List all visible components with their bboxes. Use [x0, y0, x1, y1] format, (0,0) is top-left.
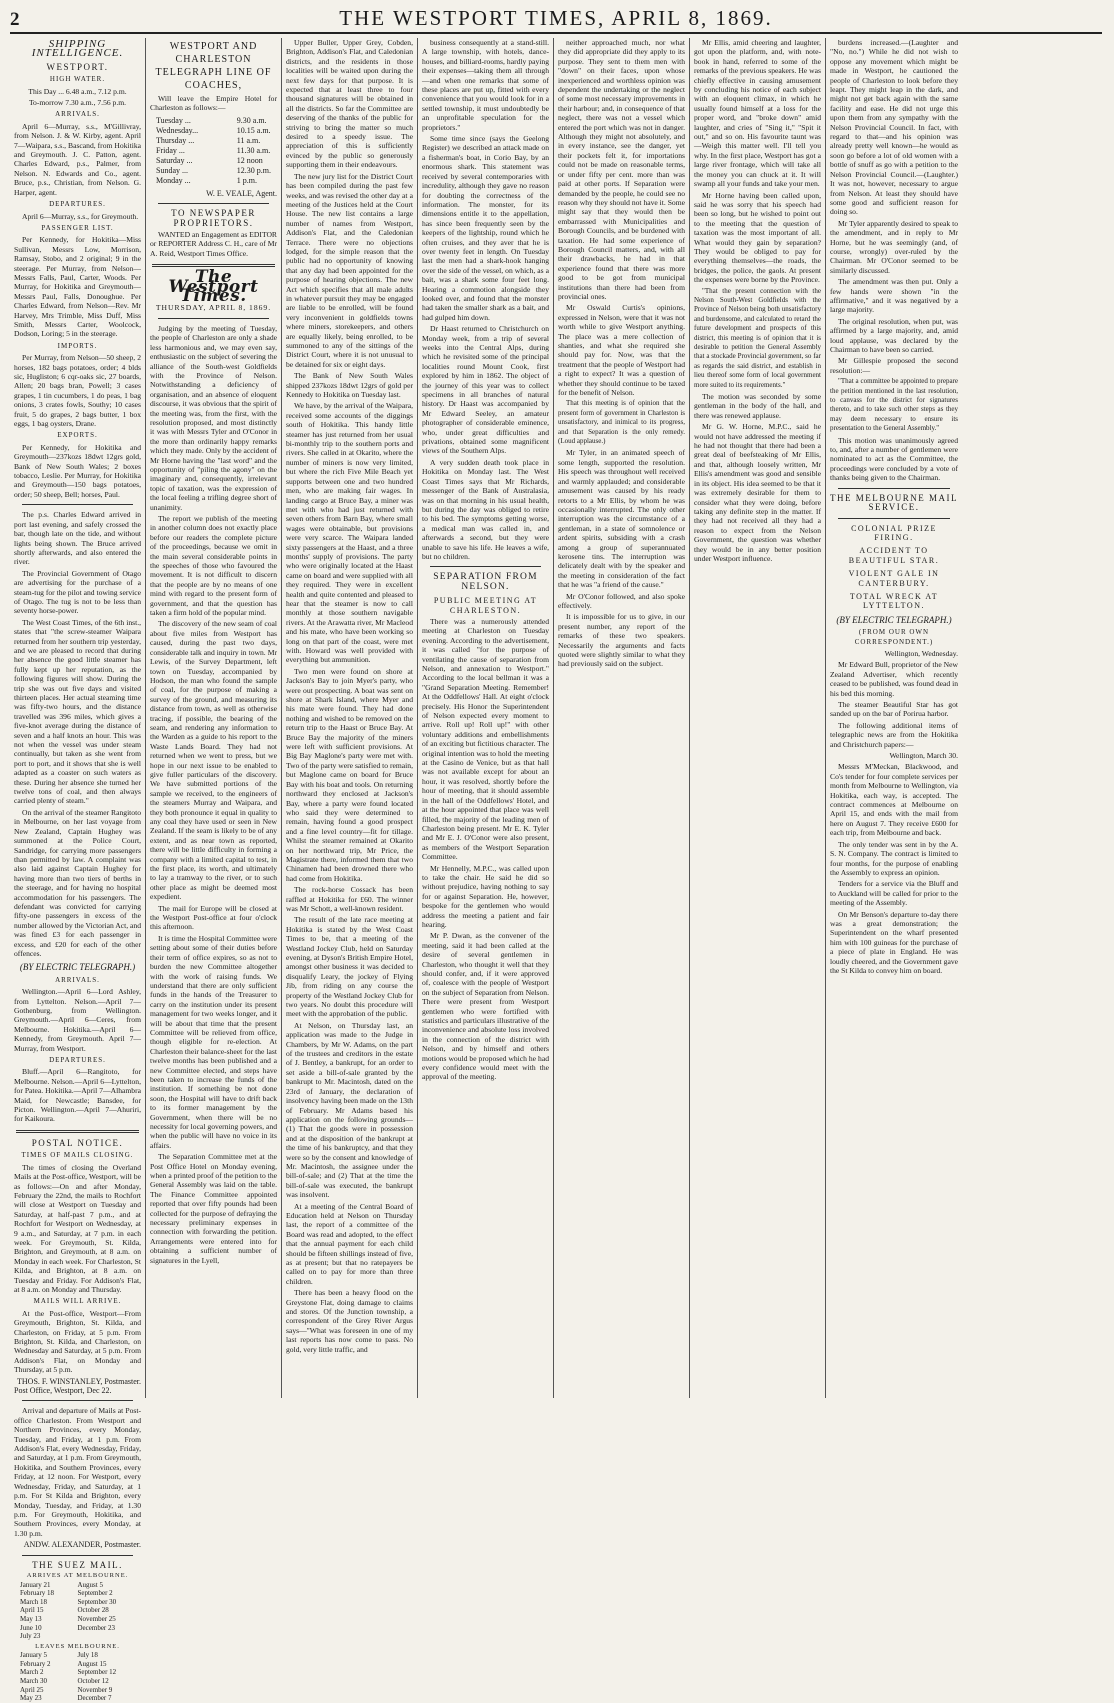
- table-cell: April 15: [20, 1606, 44, 1615]
- high-water-heading: HIGH WATER.: [49, 75, 106, 84]
- masthead: [10, 6, 1102, 34]
- coach-ad-intro: Will leave the Empire Hotel for Charleston as follows:—: [150, 94, 277, 113]
- dateline: THURSDAY, APRIL 8, 1869.: [155, 303, 272, 313]
- mail-text: Arrival and departure of Mails at Post-office Charleston. From Westport and Northern Provinces, every Monday, Tuesday, and Friday, at 1 p.m. From Addison's Flat, every Wednesday, Friday, and Saturday, at 1 p.m. From Greymouth, Hokitika, and Southern Provinces, every Friday, at 12 noon. For Westport, every Wednesday, Friday, and Saturday, at 1 p.m. For St Kilda and Brighton, every Monday, Tuesday, and Friday, at 1.30 p.m. For Greymouth, Hokitika, and Southern Provinces, every Monday, at 1.30 p.m.: [14, 1406, 141, 1538]
- port-heading: WESTPORT.: [46, 61, 109, 72]
- table-cell: January 21: [20, 1580, 51, 1589]
- report-paragraph: Mr Horne having been called upon, said he was sorry that his speech had been so long, but he wished to point out to the meeting that the question of taxation was the most important of all. What would they gain by separation? They would be obliged to pay for everything themselves—the roads, the bridges, the police, the gaols. At present the expenses were borne by the Province.: [694, 190, 821, 285]
- divider: [22, 504, 133, 505]
- high-water-line: To-morrow 7.30 a.m., 7.56 p.m.: [28, 98, 127, 108]
- newspaper-ad-text: WANTED an Engagement as EDITOR or REPORTER Address C. H., care of Mr A. Reid, Westport Times Office.: [150, 230, 277, 258]
- column-2: [146, 38, 282, 1398]
- schedule-time: 9.30 a.m.: [236, 115, 267, 125]
- accident-heading: ACCIDENT TO BEAUTIFUL STAR.: [848, 546, 940, 565]
- table-cell: September 30: [77, 1597, 117, 1606]
- news-paragraph: At a meeting of the Central Board of Education held at Nelson on Thursday last, the report of a committee of the Board was read and adopted, to the effect that the annual payment for each child should be fifteen shillings instead of five, as at present; but that no ratepayers be called on to pay for more than three children.: [286, 1201, 413, 1286]
- masthead-title: THE WESTPORT TIMES, APRIL 8, 1869.: [339, 6, 773, 30]
- telegraph-dateline: Wellington, March 30.: [889, 751, 958, 761]
- postal-heading: POSTAL NOTICE.: [31, 1137, 124, 1148]
- report-paragraph: Mr G. W. Horne, M.P.C., said he would not have addressed the meeting if he had not thought that there had been a great deal of beefsteaking of Mr Ellis, and that, although loosely written, Mr Ellis's amendment was good and sensible in its object. His idea seemed to be that it was extremely desirable for them to consider what they were doing, before taking any definite step in the matter. If they had not received all they had a reason to expect from the Nelson Government, the question was whether they would be in any better position under Westport influence.: [694, 422, 821, 563]
- resolution-text: "That a committee be appointed to prepare the petition mentioned in the last resolution, to canvass for the district for signatures thereto, and to take such other steps as they may deem necessary to ensure its presentation to the General Assembly.": [830, 377, 958, 433]
- exports-text: Per Kennedy, for Hokitika and Greymouth—237kozs 18dwt 12grs gold, Bank of New South Wales; 2 boxes tobacco, Leslie. Per Murray, for Hokitika and Greymouth—150 bags potatoes, order; 50 sheep, Bell; horses, Paul.: [14, 442, 141, 499]
- editorial-paragraph: It is time the Hospital Committee were setting about some of their duties before their term of office expires, so as not to burden the new Committee altogether with the work of raising funds. We understand that there are only sufficient funds in the hands of the Treasurer to carry on the institution under its present management for two weeks longer, and it will be about that time that the present Committee will be relieved from office, though eligible for re-election. At Charleston their balance-sheet for the last twelve months has been published and a new Committee elected, and steps have been taken to increase the funds of the institution. If something be not done soon, the Hospital will have to drift back to its former management by the Government, when there will be no necessity for local governing powers, and when the public will have no voice in its affairs.: [150, 933, 277, 1150]
- table-cell: September 12: [77, 1668, 117, 1677]
- column-6: [690, 38, 826, 1398]
- shipping-heading: SHIPPING INTELLIGENCE.: [31, 38, 124, 60]
- report-paragraph: Mr Ellis, amid cheering and laughter, got upon the platform, and, with note-book in hand, referred to some of the remarks of the previous speakers. He was chiefly effective in causing amusement by concluding his notice of each subject with an eloquent climax, in which he usually found himself at a loss for the proper word, and "broke down" amid laughter, and cries of "Sing it," "Spit it out," and so on. His favourite taunt was—Weigh this matter well. I'll tell you why. In the first place, Westport has got a large river frontage, which will take all the money you can chuck at it. It will swamp all your funds and take your men.: [694, 38, 821, 189]
- news-paragraph: The West Coast Times, of the 6th inst., states that "the screw-steamer Waipara returned from her southern trip yesterday, and we are pleased to record that during her absence the good little steamer has fully kept up her reputation, as the following figures will show. During the trip she was out five days and visited thirteen places. Her actual steaming time was fifty-two hours, and the distance travelled was 396 miles, which gives a five-knot average during the distance of seven and a half knots an hour. This was not when the vessel was under steam continually, but taken as she went from port to port, and it shows that she is well adapted as a coaster on such waters as these. During her absence she turned her twelve tons of coal, and then always carried plenty of steam.": [14, 617, 141, 806]
- t-departures-heading: DEPARTURES.: [49, 1056, 106, 1065]
- gale-heading: VIOLENT GALE IN CANTERBURY.: [848, 569, 940, 588]
- schedule-time: 10.15 a.m.: [236, 125, 271, 135]
- schedule-time: 1 p.m.: [236, 175, 257, 185]
- schedule-day: Friday ...: [156, 145, 185, 155]
- prize-firing-heading: COLONIAL PRIZE FIRING.: [851, 523, 937, 542]
- column-3: [282, 38, 418, 1398]
- suez-arrivals-table: [20, 1572, 135, 1641]
- table-cell: October 28: [77, 1606, 109, 1615]
- report-paragraph: Mr O'Conor followed, and also spoke effectively.: [558, 591, 685, 610]
- suez-departures-table: [20, 1643, 135, 1703]
- suez-departures-heading: LEAVES MELBOURNE.: [35, 1642, 120, 1650]
- report-paragraph: Mr Hennelly, M.P.C., was called upon to take the chair. He said he did so without prejudice, having nothing to say for or against Separation. He, however, bespoke for the gentlemen who would address the meeting a patient and fair hearing.: [422, 863, 549, 929]
- postal-signature: THOS. F. WINSTANLEY, Postmaster.: [17, 1376, 141, 1386]
- suez-heading: THE SUEZ MAIL.: [32, 1559, 123, 1570]
- report-paragraph: The original resolution, when put, was affirmed by a large majority, and, amid loud applause, was declared by the Chairman to have been so carried.: [830, 316, 958, 354]
- report-paragraph: burdens increased.—(Laughter and "No, no.") While he did not wish to oppose any movement which might be made in Westport, he cautioned the people of Charleston to look before they leapt. They might leap in the dark, and might not get back again with the same facility and ease. He did not urge this upon them from any sympathy with the Nelson Provincial Council. In fact, with regard to that—and his opinion was already pretty well known—he would as soon go before a lot of old women with a bottle of snuff as go with a petition to the Nelson Provincial Council.—(Laughter.) It was not, however, necessary to argue from Nelson. At least they should have some good and sufficient reason for doing so.: [830, 38, 958, 217]
- news-paragraph: Upper Buller, Upper Grey, Cobden, Brighton, Addison's Flat, and Caledonian districts, and the residents in those localities will be waited upon during the next few days for that purpose. It is expected that at least three to four thousand signatures will be obtained in all the districts. So far the Committee are deserving of the thanks of the public for striving to bring the matter so much desired to a speedy issue. The appreciation of this is sufficiently evinced by the public so generously supporting them in their endeavours.: [286, 38, 413, 170]
- table-cell: March 18: [20, 1597, 48, 1606]
- report-paragraph: neither approached much, nor what they did appropriate did they apply to its purpose. They sent to them men with "down" on their faces, upon whose inexperienced and worthless opinion was dependent the undertaking or the neglect of some most necessary improvements in their harbour; and, in consequence of that neglect, there was not a vessel which entered the port which was not in danger. Although they might not absolutely, and in every instance, see the danger, yet their pockets felt it, for importations could not be made on reasonable terms, or under fifty per cent. more than was paid at other ports. If Separation were demanded by the people, he could see no reason why they should not have it. Some might say that they would then be embarrassed with Municipalities and Borough Councils, and be burdened with taxation. He had some experience of Borough Council matters, and, with all their drawbacks, he had in that experience found that there was more good to be got from municipal institutions than there had been from provincial ones.: [558, 38, 685, 301]
- imports-heading: IMPORTS.: [57, 341, 98, 350]
- columns: [10, 38, 1102, 1703]
- telegraph-paragraph: The only tender was sent in by the A. S. N. Company. The contract is limited to four months, for the purpose of enabling the Assembly to express an opinion.: [830, 839, 958, 877]
- coach-schedule: [156, 116, 271, 186]
- report-paragraph: The amendment was then put. Only a few hands were shown "in the affirmative," and it was negatived by a large majority.: [830, 277, 958, 315]
- postal-signature-date: Post Office, Westport, Dec 22.: [14, 1386, 112, 1396]
- coach-ad-signature: W. E. VEALE, Agent.: [206, 188, 277, 198]
- table-cell: January 5: [20, 1651, 48, 1660]
- schedule-time: 12.30 p.m.: [236, 165, 271, 175]
- table-cell: July 18: [77, 1651, 98, 1660]
- schedule-day: Wednesday...: [156, 125, 199, 135]
- exports-heading: EXPORTS.: [57, 431, 98, 440]
- newspaper-ad-title: TO NEWSPAPER PROPRIETORS.: [171, 208, 256, 228]
- postal-arrive-text: At the Post-office, Westport—From Greymouth, Brighton, St. Kilda, and Charleston, on Friday, at 5 p.m. From Brighton, St. Kilda, and Charleston, on Wednesday and Saturday, at 5 p.m. From Addison's Flat, on Monday and Thursday, at 5 p.m.: [14, 1308, 141, 1375]
- telegraph-paragraph: The following additional items of telegraphic news are from the Hokitika and Christchurch papers:—: [830, 720, 958, 749]
- telegraph-dateline: Wellington, Wednesday.: [884, 648, 958, 658]
- passenger-text: Per Kennedy, for Hokitika—Miss Sullivan, Messrs Low, Morrison, Ramsay, Stobo, and 2 original; 9 in the steerage. Per Murray, from Nelson—Messrs Falls, Paul, Carter, Woods. Per Murray, for Hokitika and Greymouth—Messrs Paul, Falls, Donoughue. Per Charles Edward, from Nelson—Rev. Mr Harvey, Mrs Trimble, Miss Duff, Miss Smith, Messrs Carter, Woolcock, Dodson, Loring; 5 in the steerage.: [14, 235, 141, 339]
- table-cell: March 2: [20, 1668, 44, 1677]
- divider: [838, 488, 950, 489]
- table-cell: July 23: [20, 1632, 41, 1641]
- table-cell: February 18: [20, 1589, 55, 1598]
- mail-signature: ANDW. ALEXANDER, Postmaster.: [23, 1540, 141, 1550]
- wreck-heading: TOTAL WRECK AT LYTTELTON.: [849, 591, 939, 611]
- table-cell: May 13: [20, 1614, 42, 1623]
- resolution-text: That this meeting is of opinion that the present form of government in Charleston is unsatisfactory, and inimical to its progress, and that Separation is the only remedy. (Loud applause.): [558, 399, 685, 446]
- news-paragraph: On the arrival of the steamer Rangitoto in Melbourne, on her last voyage from New Zealand, Captain Hughey was summoned at the Police Court, Sandridge, for carrying more passengers than permitted by law. A complaint was also laid against Captain Hughey for having more than two tiers of berths in the steerage, and for having no hospital accommodation for his passengers. The defendant was convicted for carrying fifty-one passengers in excess of the number allowed by the Victorian Act, and was fined £3 for each passenger in excess, and £20 for each of the other offences.: [14, 807, 141, 958]
- news-paragraph: A very sudden death took place in Hokitika on Monday last. The West Coast Times says that Mr Richards, messenger of the Bank of Australasia, was on that morning in his usual health, but during the day was obliged to retire to his bed. The symptoms getting worse, a medical man was called in, and afterwards a second, but they were unable to save his life. He leaves a wife, but no children.: [422, 457, 549, 561]
- table-cell: March 30: [20, 1677, 48, 1686]
- melbourne-mail-heading: THE MELBOURNE MAIL SERVICE.: [830, 492, 958, 513]
- telegraph-paragraph: Tenders for a service via the Bluff and to Auckland will be called for prior to the meeting of the Assembly.: [830, 879, 958, 908]
- table-cell: August 5: [77, 1580, 103, 1589]
- report-paragraph: Mr Gillespie proposed the second resolution:—: [830, 356, 958, 375]
- divider: [838, 518, 950, 519]
- resolution-text: "That the present connection with the Nelson South-West Goldfields with the Province of Nelson being both unsatisfactory and burdensome, and calculated to retard the future development and prospects of this district, this meeting is of opinion that it is desirable to petition the General Assembly that a stockade Provincial government, so far as regards the said district, and establish in lieu thereof some form of local government more suited to its requirements.": [694, 286, 821, 389]
- departures-text: April 6—Murray, s.s., for Greymouth.: [22, 211, 139, 221]
- telegraph-paragraph: Mr Edward Bull, proprietor of the New Zealand Advertiser, which recently ceased to be published, was found dead in his bed this morning.: [830, 660, 958, 698]
- editorial-paragraph: The Separation Committee met at the Post Office Hotel on Monday evening, when a printed proof of the petition to the General Assembly was laid on the table. The Finance Committee appointed reported that over fifty pounds had been collected for the purpose of defraying the necessary preliminary expenses in connection with forwarding the petition. Arrangements were entered into for obtaining a sufficient number of signatures in the Lyell,: [150, 1152, 277, 1265]
- schedule-day: Tuesday ...: [156, 115, 191, 125]
- schedule-day: Thursday ...: [156, 135, 195, 145]
- table-cell: December 23: [77, 1623, 116, 1632]
- schedule-time: 11.30 a.m.: [236, 145, 271, 155]
- telegraph-paragraph: The steamer Beautiful Star has got sanded up on the bar of Porirua harbor.: [830, 700, 958, 719]
- report-paragraph: Mr P. Dwan, as the convener of the meeting, said it had been called at the desire of several gentlemen in Charleston, who thought it well that they should confer, and, if it were approved of, coalesce with the people of Westport on the subject of Separation from Nelson. There were present from Westport gentlemen who were fortified with statistics and particulars illustrative of the inconvenience and absolute loss involved in the connection of the district with Nelson, and by himself and others motions would be proposed which he had every confidence would meet with the approval of the meeting.: [422, 931, 549, 1082]
- telegraph-heading: (BY ELECTRIC TELEGRAPH.): [19, 962, 136, 973]
- telegraph-paragraph: Messrs M'Meckan, Blackwood, and Co's tender for four complete services per month from Melbourne to Wellington, via Hokitika, each way, is accepted. The contract commences at Melbourne on April 15, and ends with the mail from here on August 7. They receive £600 for each trip, from Melbourne and back.: [830, 762, 958, 838]
- divider: [22, 1400, 133, 1401]
- postal-arrive-heading: MAILS WILL ARRIVE.: [33, 1297, 122, 1306]
- table-cell: May 23: [20, 1694, 42, 1703]
- table-cell: October 12: [77, 1677, 109, 1686]
- t-departures-text: Bluff.—April 6—Rangitoto, for Melbourne. Nelson.—April 6—Lyttelton, for Patea. Hokitika.—April 7—Alhambra Maid, for Newcastle; Bansdee, for Picton. Wellington.—April 7—Ahuriri, for Kaikoura.: [14, 1067, 141, 1124]
- editorial-paragraph: Judging by the meeting of Tuesday, the people of Charleston are only a shade less harmonious and, we may even say, enthusiastic on the subject of severing the alliance of the South-west Goldfields with the Province of Nelson. Notwithstanding a deficiency of organisation, and an absence of eloquent discourse, it was obvious that the spirit of the meeting was, from the first, with the resolution proposed, and most distinctly it was with Messrs Tyler and O'Conor in the more than ordinarily happy remarks which they made. Only by the accident of Mr Horne having the "last word" and the opportunity of "piling the agony" on the imaginary and, consequently, irrelevant topic of taxation, was the expression of the local feeling a trifling degree short of unanimity.: [150, 323, 277, 512]
- departures-heading: DEPARTURES.: [49, 200, 106, 209]
- news-paragraph: Two men were found on shore at Jackson's Bay to join Myer's party, who were out prospecting. A boat was sent on shore at Shark Island, where Myer and his mate were found. They had done nothing and wished to be removed on the return trip to the Haast or Bruce Bay. At Bruce Bay the majority of the miners were left with sufficient provisions. At Big Bay Maglone's party were met with. Two of the party were satisfied to remain, but Maglone came on board for Bruce Bay with his boat and tools. On returning northward they enclosed at Jackson's Bay, where a party were found located who said they were determined to remain, having found a good prospect and a fine level country—fit for tillage. Whilst the steamer remained at Okarito on her northward trip, Mr Price, the Magistrate there, informed them that two Chinamen had been drowned there who had come from Hokitika.: [286, 666, 413, 883]
- arrivals-heading: ARRIVALS.: [55, 110, 100, 119]
- postal-subheading: TIMES OF MAILS CLOSING.: [21, 1151, 134, 1160]
- report-paragraph: Mr Oswald Curtis's opinions, expressed in Nelson, were that it was not worth while to give Westport anything. The place was a mere collection of shanties, and what she required she should pay for. Now, was that the treatment that the people of Westport had a right to expect? It was a question of whether they should continue to be taxed for the benefit of Nelson.: [558, 303, 685, 398]
- report-paragraph: Mr Tyler apparently desired to speak to the amendment, and in reply to Mr Horne, but he was seemingly (and, of course, wrongly) over-ruled by the Chairman. Mr O'Conor seemed to be similarly discussed.: [830, 218, 958, 275]
- telegraph-heading: (BY ELECTRIC TELEGRAPH.): [836, 614, 952, 625]
- news-paragraph: Dr Haast returned to Christchurch on Monday week, from a trip of several weeks into the Central Alps, during which he revisited some of the principal localities round Mount Cook, first explored by him in 1862. The object of the journey of this year was to collect specimens in all branches of natural history. Dr Haast was accompanied by Mr Edward Seeley, an amateur photographer of considerable eminence, who, under great difficulties and privations, obtained some magnificent views of the Southern Alps.: [422, 324, 549, 456]
- table-cell: December 7: [77, 1694, 112, 1703]
- high-water-line: This Day ... 6.48 a.m., 7.12 p.m.: [28, 86, 127, 96]
- column-4: [418, 38, 554, 1398]
- schedule-day: Monday ...: [156, 175, 191, 185]
- schedule-time: 11 a.m.: [236, 135, 261, 145]
- editorial-paragraph: The mail for Europe will be closed at the Westport Post-office at four o'clock this afternoon.: [150, 903, 277, 932]
- t-arrivals-heading: ARRIVALS.: [55, 975, 100, 984]
- column-7: [826, 38, 962, 1398]
- report-paragraph: There was a numerously attended meeting at Charleston on Tuesday evening. According to the advertisement, it was called "for the purpose of ventilating the cause of separation from Nelson, and annexation to Westport." According to the local bellman it was a "Grand Separation Meeting. Remember! At the Oddfellows' Hall. At eight o'clock precisely. His Honor the Superintendent of Nelson expected every moment to arrive. Roll up! Roll up!" with other voluntary additions and embellishments of an exciting but fictitious character. The original intention was to hold the meeting at the Casino de Venice, but as that hall was not available except for about an hour, it was resolved, shortly before the hour of meeting, that it should assemble in the hall of the Oddfellows' Hotel, and at the hour appointed that place was well filled, the majority of the leading men of Charleston being present. Mr E. K. Tyler and Mr E. J. O'Conor were also present, as members of the Westport Separation Committee.: [422, 616, 550, 862]
- table-cell: August 15: [77, 1659, 107, 1668]
- divider: [22, 1555, 133, 1556]
- imports-text: Per Murray, from Nelson—50 sheep, 2 horses, 182 bags potatoes, order; 4 blds sic, Hugliston; 6 cqr-oaks sic, 27 boards, Allen; 20 bags bran, Powell; 3 cases grapes, 1 tin cucumbers, 1 do peas, 1 bag onions, 3 crates fowls, Southy; 10 cases fruit, 5 do grapes, 2 bags butter, 1 box eggs, 1 bag oysters, Drane.: [14, 353, 141, 429]
- schedule-time: 12 noon: [236, 155, 263, 165]
- coach-ad-title: WESTPORT AND CHARLESTON TELEGRAPH LINE OF COACHES,: [155, 41, 272, 91]
- report-paragraph: The motion was seconded by some gentleman in the body of the hall, and there was renewed applause.: [694, 392, 821, 420]
- table-cell: November 9: [77, 1685, 113, 1694]
- divider: [158, 203, 269, 204]
- divider: [158, 318, 269, 319]
- editorial-paragraph: The discovery of the new seam of coal about five miles from Westport has caused, during the past two days, considerable talk and inquiry in town. Mr Lewis, of the Survey Department, left town on Tuesday, accompanied by Hodson, the man who found the sample of coal, for the purpose of making a survey of the ground, and measuring its distance from town, as well as otherwise tracing, if possible, the bearing of the seam, and rendering any information to the Warden as a guide to his report to the Waste Lands Board. They had not returned when we went to press, but we hope in our next issue to be enabled to give fuller particulars of the discovery. We have submitted portions of the sample we received, to the engineers of the steamers Murray and Waipara, and they both pronounce it equal in quality to any coal they have used or seen in New Zealand. If the seam is likely to be of any extent, and as near town as reported, there will be little difficulty in forming a company with a limited capital to test, in the first place, its worth, and ultimately to lay a tramway to the river, or to such other place as might be deemed most expedient.: [150, 619, 277, 902]
- news-paragraph: The Bank of New South Wales shipped 237kozs 18dwt 12grs of gold per Kennedy to Hokitika on Tuesday last.: [286, 371, 413, 400]
- report-paragraph: It is impossible for us to give, in our present number, any report of the remarks of these two speakers. Necessarily the arguments and facts quoted were slightly similar to what they had previously said on the subject.: [558, 612, 685, 669]
- table-cell: June 10: [20, 1623, 42, 1632]
- column-5: [554, 38, 690, 1398]
- separation-subheading: PUBLIC MEETING AT CHARLESTON.: [433, 596, 538, 615]
- telegraph-paragraph: On Mr Benson's departure to-day there was a great demonstration; the Superintendent on the wharf presented him with 100 guineas for the purchase of a piece of plate in England. He was loudly cheered, and the Government gave the St Kilda to convey him on board.: [830, 909, 958, 975]
- divider: [430, 566, 541, 567]
- news-paragraph: The Provincial Government of Otago are advertising for the purchase of a steam-tug for the pilot and towing service of Otago. The tug is not to be less than seventy horse-power.: [14, 568, 141, 616]
- table-cell: April 25: [20, 1685, 44, 1694]
- news-paragraph: The new jury list for the District Court has been compiled during the past few weeks, and was revised the other day at a meeting of the Justices held at the Court House. The new list contains a large number of names from Westport, Addison's Flat, and the Caledonian Terrace. There were no objections lodged, for the simple reason that the public had no opportunity of knowing that any day had been appointed for the purpose of hearing objections. The new Act which specifies that all male adults in whatever pursuit they may be engaged are liable to be enrolled, will be found very inconvenient in goldfields towns where miners, storekeepers, and others are equally likely, being enrolled, to be summoned to any of the sittings of the District Court, where it is not unusual to be detained for six or eight days.: [286, 171, 413, 369]
- news-paragraph: Some time since (says the Geelong Register) we described an attack made on a fisherman's boat, in Corio Bay, by an enormous shark. This statement was received by several contemporaries with incredulity, although they gave no reason for doubting the correctness of the information. The monster, for its dimensions entitle it to the appellation, has since been frequently seen by the keepers of the lightship, round which he often cruises, and they aver that he is over twenty feet in length. On Tuesday last the men had a shark-hook hanging over the side of the vessel, on which, as a bait, was a shark some four feet long. Hearing a commotion alongside they looked over, and found that the monster had taken the smaller shark as a bait, and had gulped him down.: [422, 134, 549, 322]
- separation-heading: SEPARATION FROM NELSON.: [433, 572, 538, 592]
- news-paragraph: There has been a heavy flood on the Greystone Flat, doing damage to claims and stores. Of the Junction township, a correspondent of the Grey River Argus says—"What was foreseen in one of my last reports has now come to pass. No gold, very little traffic, and: [286, 1288, 413, 1354]
- arrivals-text: April 6—Murray, s.s., M'Gillivray, from Nelson. J. & W. Kirby, agent. April 7—Waipara, s.s., Bascand, from Hokitika and Greymouth. J. C. Patton, agent. Charles Edward, p.s., Palmer, from Nelson. N. Edwards and Co., agent. Bruce, p.s., Christian, from Nelson. G. Harper, agent.: [14, 121, 141, 197]
- schedule-day: Sunday ...: [156, 165, 188, 175]
- editorial-paragraph: The report we publish of the meeting in another column does not exactly place before our readers the complete picture of the proceedings, because we omit in the main several considerable points in the speeches of those who favoured the movement. It is not difficult to discern that the people are by no means of one mind with regard to the present form of government, and that the question has taken a firm hold of the popular mind.: [150, 514, 277, 618]
- paper-title: The Westport Times.: [168, 267, 259, 307]
- divider: [16, 1130, 139, 1133]
- news-paragraph: The rock-horse Cossack has been raffled at Hokitika for £60. The winner was Mr Schott, a well-known resident.: [286, 885, 413, 913]
- schedule-day: Saturday ...: [156, 155, 193, 165]
- passenger-heading: PASSENGER LIST.: [41, 223, 114, 232]
- column-1: [10, 38, 146, 1703]
- table-cell: September 2: [77, 1589, 113, 1598]
- news-paragraph: business consequently at a stand-still. A large township, with hotels, dance-houses, and billiard-rooms, hardly paying their expenses—taking them all through—and when one remarks that some of these places are put up, fitted with every convenience that you would look for in a settled township, it must undoubtedly be an unprofitable speculation for the proprietors.": [422, 38, 549, 132]
- report-paragraph: Mr Tyler, in an animated speech of some length, supported the resolution. His speech was throughout well received and warmly applauded; and considerable amusement was caused by his ready retorts to a Mr Ellis, by whom he was occasionally interrupted. The only other interruption was the circumstance of a gentleman, in a state of somnolence or ardent spirits, subsiding with a crash among a group of superannuated kerosene tins. The interruption was delicately dealt with by the speaker and the meeting in consideration of the fact that he was "a friend of the cause.": [558, 448, 685, 590]
- table-cell: [78, 1632, 136, 1641]
- report-paragraph: This motion was unanimously agreed to, and, after a number of gentlemen were nominated to act as the Committee, the proceedings were concluded by a vote of thanks being given to the Chairman.: [830, 435, 958, 483]
- table-cell: November 25: [77, 1614, 116, 1623]
- correspondent-heading: (FROM OUR OWN CORRESPONDENT.): [854, 628, 934, 646]
- page-number: 2: [10, 9, 20, 30]
- news-paragraph: We have, by the arrival of the Waipara, received some accounts of the diggings south of Hokitika. This handy little steamer has just returned from her usual bi-monthly trip to the southern ports and rivers. She called in at Okarito, where the number of miners is now very limited, but where the rich Five Mile Beach yet supports between one and two hundred men, who are making fair wages. In landing cargo at Bruce Bay, a miner was met with who had just returned with seven others from Barn Bay, where small wages were obtainable, but provisions were very scarce. The Waipara landed sixty passengers at the Haast, and a three months' supply of provisions. The party who were originally located at the Haast came on board and were supplied with all they required. They were in excellent health and quite contented and pleased to hear that the steamer is now to call monthly at those southern navigable rivers. At the Arawatta river, Mr Macleod and his mate, who have been working so long on that part of the coast, were met with. Howard was well provided with everything but ammunition.: [286, 401, 413, 665]
- news-paragraph: At Nelson, on Thursday last, an application was made to the Judge in Chambers, by Mr W. Adams, on the part of the trustees and creditors in the estate of J. Bentley, a bankrupt, for an order to set aside a bill-of-sale granted by the bankrupt to Mr. Macintosh, dated on the 23rd of January, the declaration of insolvency having been made on the 13th of February. Mr Adams based his application on the following grounds—(1) That the goods were in possession and at the disposition of the bankrupt at the time of his bankruptcy, and that they were so by the consent and knowledge of Mr. Macintosh, the assignee under the bill-of-sale; and (2) That at the time the bill-of-sale was executed, the bankrupt was insolvent.: [286, 1020, 413, 1200]
- table-cell: February 2: [20, 1659, 51, 1668]
- news-paragraph: The result of the late race meeting at Hokitika is stated by the West Coast Times to be, that a meeting of the Westland Jockey Club, held on Saturday evening, at Dyson's British Empire Hotel, amongst other business it was decided to disqualify Leary, the jockey of Flying Jib, from riding on any course the property of the Westland Jockey Club for two years. No doubt this procedure will meet with the approbation of the public.: [286, 915, 413, 1019]
- news-paragraph: The p.s. Charles Edward arrived in port last evening, and safely crossed the bar, though late on the tide, and without lights being shown. The Bruce arrived shortly afterwards, and also entered the river.: [14, 510, 141, 567]
- suez-arrivals-heading: ARRIVES AT MELBOURNE.: [26, 1571, 129, 1579]
- t-arrivals-text: Wellington.—April 6—Lord Ashley, from Lyttelton. Nelson.—April 7—Gothenburg, from Wellington. Greymouth.—April 6—Ceres, from Melbourne. Hokitika.—April 6—Kennedy, from Greymouth. April 7—Murray, from Westport.: [14, 987, 141, 1053]
- postal-text: The times of closing the Overland Mails at the Post-office, Westport, will be as follows:—On and after Monday, February the 22nd, the mails to Rochfort will close at Westport on Tuesday and Saturday, at half-past 7 p.m., and at Rochfort for Westport on Wednesday, at 9 a.m., and Saturday, at 7 p.m. in each week. For Greymouth, St. Kilda, Brighton, and Greymouth, at 8 a.m. on Monday in each week. For Charleston, St Kilda, and Brighton, at 8 a.m. on Tuesday and Friday. For Addison's Flat, at 8 a.m. on Monday and Thursday.: [14, 1162, 141, 1294]
